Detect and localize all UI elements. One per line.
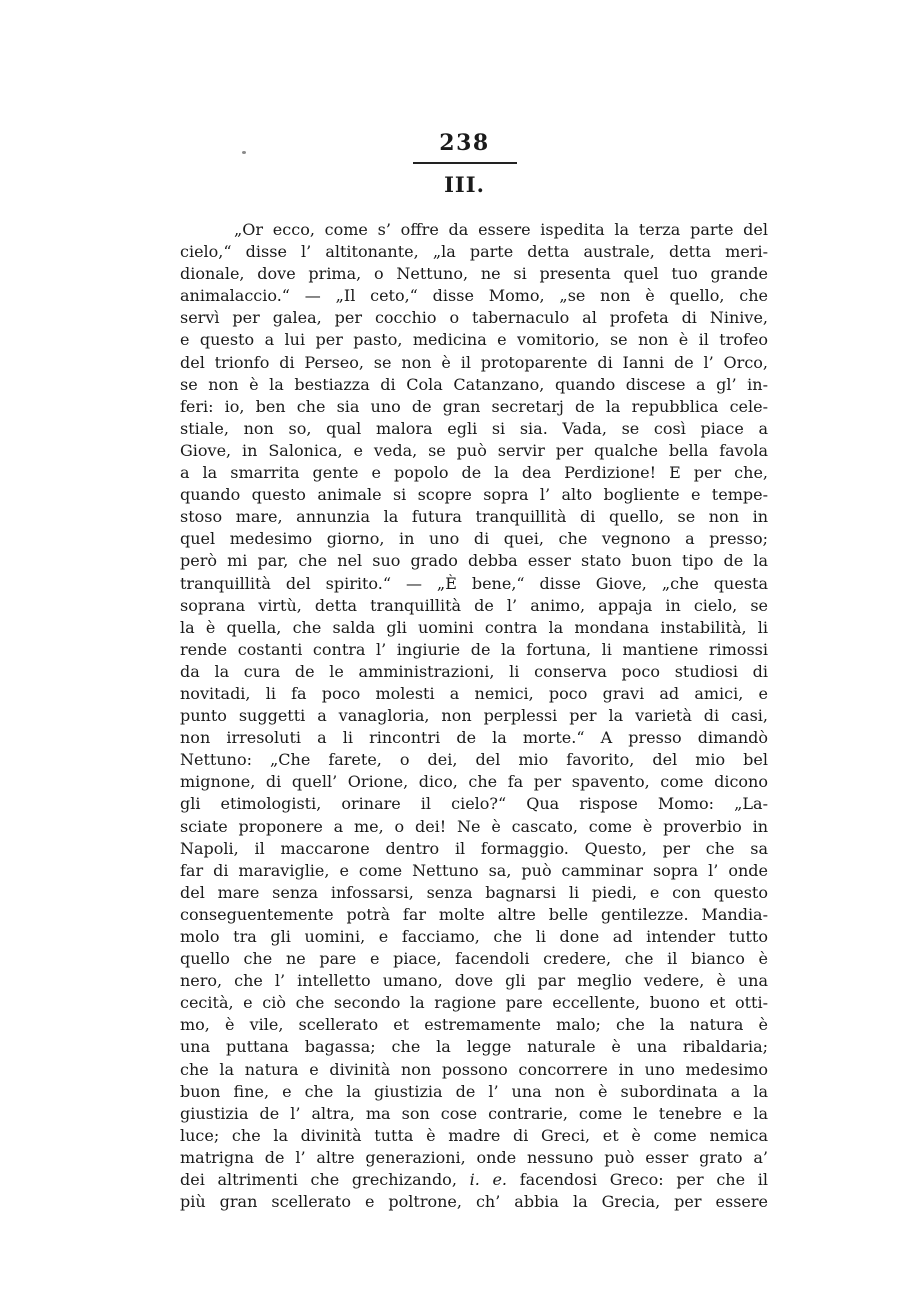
text-line: del mare senza infossarsi, senza bagnarsi li piedi, e con questo	[180, 882, 768, 902]
text-line: a la smarrita gente e popolo de la dea Perdizione! E per che,	[180, 463, 768, 483]
text-line: la è quella, che salda gli uomini contra la mondana instabilità, li	[180, 617, 768, 637]
text-line: animalaccio.“ — „Il ceto,“ disse Momo, „se non è quello, che	[180, 286, 768, 306]
text-line: dionale, dove prima, o Nettuno, ne si presenta quel tuo grande	[180, 264, 768, 284]
header-rule	[413, 162, 517, 164]
text-line: mo, è vile, scellerato et estremamente malo; che la natura è	[180, 1015, 768, 1035]
body-text	[180, 219, 768, 1213]
text-line: cielo,“ disse l’ altitonante, „la parte detta australe, detta meri-	[180, 242, 768, 262]
text-line: tranquillità del spirito.“ — „È bene,“ disse Giove, „che questa	[180, 573, 768, 593]
text-line: del trionfo di Perseo, se non è il protoparente di Ianni de l’ Orco,	[180, 352, 768, 372]
text-line: matrigna de l’ altre generazioni, onde nessuno può esser grato a’	[180, 1147, 768, 1167]
text-line: gli etimologisti, orinare il cielo?“ Qua rispose Momo: „La-	[180, 794, 768, 814]
text-line: stoso mare, annunzia la futura tranquillità di quello, se non in	[180, 507, 768, 527]
text-line: dei altrimenti che grechizando, i. e. facendosi Greco: per che il	[180, 1170, 768, 1190]
text-line: nero, che l’ intelletto umano, dove gli par meglio vedere, è una	[180, 971, 768, 991]
text-line: se non è la bestiazza di Cola Catanzano, quando discese a gl’ in-	[180, 374, 768, 394]
page-number: 238	[439, 130, 490, 156]
text-line: che la natura e divinità non possono concorrere in uno medesimo	[180, 1059, 768, 1079]
text-line: stiale, non so, qual malora egli si sia. Vada, se così piace a	[180, 418, 768, 438]
text-line: e questo a lui per pasto, medicina e vomitorio, se non è il trofeo	[180, 330, 768, 350]
text-line: cecità, e ciò che secondo la ragione pare eccellente, buono et otti-	[180, 993, 768, 1013]
text-line: Giove, in Salonica, e veda, se può servir per qualche bella favola	[180, 440, 768, 460]
text-line: „Or ecco, come s’ offre da essere ispedita la terza parte del	[234, 220, 768, 239]
text-line: luce; che la divinità tutta è madre di Greci, et è come nemica	[180, 1125, 768, 1145]
text-line: buon fine, e che la giustizia de l’ una non è subordinata a la	[180, 1081, 768, 1101]
text-line: sciate proponere a me, o dei! Ne è cascato, come è proverbio in	[180, 816, 768, 836]
section-heading: III.	[444, 172, 485, 197]
text-line: da la cura de le amministrazioni, li conserva poco studiosi di	[180, 661, 768, 681]
text-line: giustizia de l’ altra, ma son cose contrarie, come le tenebre e la	[180, 1103, 768, 1123]
text-line: conseguentemente potrà far molte altre belle gentilezze. Mandia-	[180, 904, 768, 924]
text-line: punto suggetti a vanagloria, non perplessi per la varietà di casi,	[180, 706, 768, 726]
text-line: soprana virtù, detta tranquillità de l’ animo, appaja in cielo, se	[180, 595, 768, 615]
text-line: quando questo animale si scopre sopra l’ alto bogliente e tempe-	[180, 485, 768, 505]
text-line: Napoli, il maccarone dentro il formaggio. Questo, per che sa	[180, 838, 768, 858]
text-line: servì per galea, per cocchio o tabernaculo al profeta di Ninive,	[180, 308, 768, 328]
text-line: non irresoluti a li rincontri de la morte.“ A presso dimandò	[180, 728, 768, 748]
text-line: quel medesimo giorno, in uno di quei, che vegnono a presso;	[180, 529, 768, 549]
text-line: novitadi, li fa poco molesti a nemici, poco gravi ad amici, e	[180, 683, 768, 703]
text-line: però mi par, che nel suo grado debba esser stato buon tipo de la	[180, 551, 768, 571]
text-line: una puttana bagassa; che la legge naturale è una ribaldaria;	[180, 1037, 768, 1057]
text-line: Nettuno: „Che farete, o dei, del mio favorito, del mio bel	[180, 750, 768, 770]
text-line: feri: io, ben che sia uno de gran secretarj de la repubblica cele-	[180, 396, 768, 416]
text-line: mignone, di quell’ Orione, dico, che fa per spavento, come dicono	[180, 772, 768, 792]
text-line: molo tra gli uomini, e facciamo, che li done ad intender tutto	[180, 927, 768, 946]
text-line: più gran scellerato e poltrone, ch’ abbia la Grecia, per essere	[180, 1192, 768, 1212]
text-line: far di maraviglie, e come Nettuno sa, può camminar sopra l’ onde	[180, 860, 768, 880]
text-line: rende costanti contra l’ ingiurie de la fortuna, li mantiene rimossi	[180, 639, 768, 659]
page-header	[172, 130, 757, 197]
text-line: quello che ne pare e piace, facendoli credere, che il bianco è	[180, 949, 768, 969]
